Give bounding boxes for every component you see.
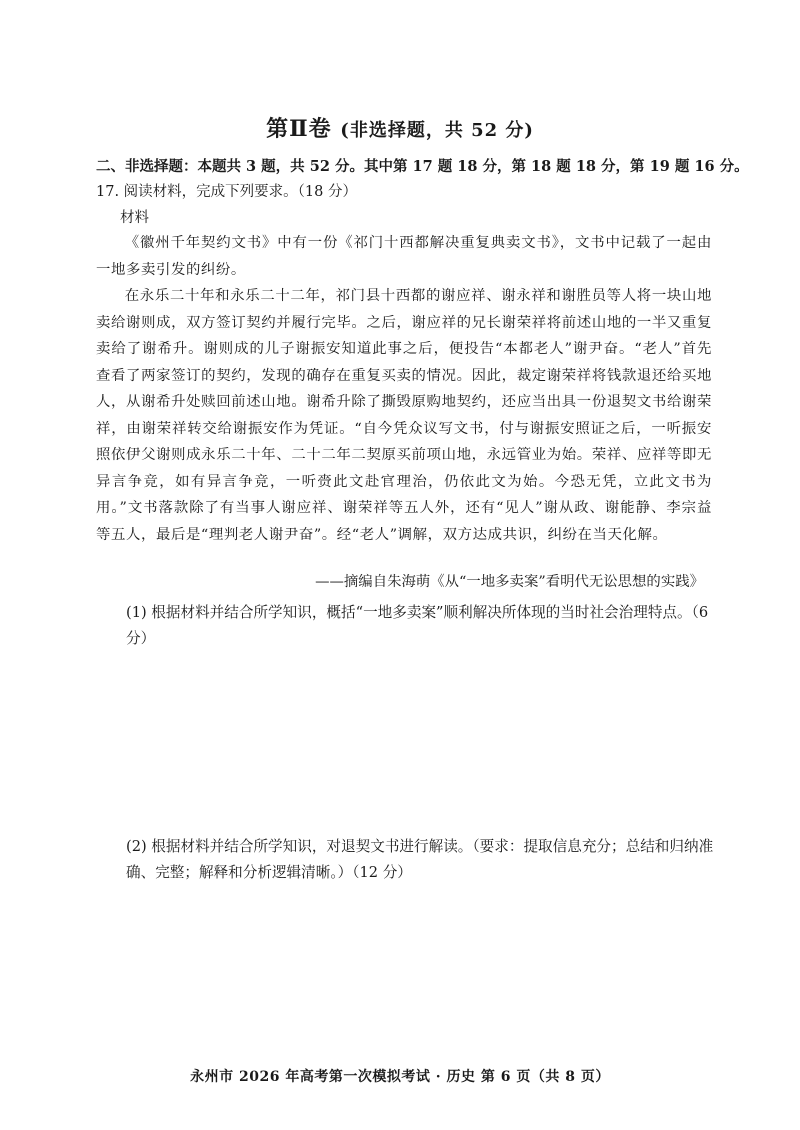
section-title-sub: (非选择题，共 52 分) xyxy=(340,120,534,141)
material-paragraph: 在永乐二十年和永乐二十二年，祁门县十西都的谢应祥、谢永祥和谢胜员等人将一块山地卖给谢则成，双方签订契约并履行完毕。之后，谢应祥的兄长谢荣祥将前述山地的一半又重复卖给了谢希升。谢则成的儿子谢振安知道此事之后，便投告“本都老人”谢尹奋。“老人”首先查看了两家签订的契约，发现的确存在重复买卖的情况。因此，裁定谢荣祥将钱款退还给买地人，从谢希升处赎回前述山地。谢希升除了撕毁原购地契约，还应当出具一份退契文书给谢荣祥，由谢荣祥转交给谢振安作为凭证。“自今凭众议写文书，付与谢振安照证之后，一听振安照依伊父谢则成永乐二十年、二十二年二契原买前项山地，永远管业为始。荣祥、应祥等即无异言争竞，如有异言争竞，一听赍此文赴官理治，仍依此文为始。今恐无凭，立此文书为用。”文书落款除了有当事人谢应祥、谢荣祥等五人外，还有“见人”谢从政、谢能静、李宗益等五人，最后是“理判老人谢尹奋”。经“老人”调解，双方达成共识，纠纷在当天化解。 xyxy=(96,288,712,543)
question-17-prompt: 17. 阅读材料，完成下列要求。（18 分） xyxy=(96,184,357,200)
material-passage xyxy=(96,230,712,548)
material-label: 材料 xyxy=(120,210,149,226)
material-paragraph: 《徽州千年契约文书》中有一份《祁门十西都解决重复典卖文书》，文书中记载了一起由一地多卖引发的纠纷。 xyxy=(96,235,712,278)
page-footer: 永州市 2026 年高考第一次模拟考试 · 历史 第 6 页（共 8 页） xyxy=(190,1069,610,1085)
sub-question-1: (1) 根据材料并结合所学知识，概括“一地多卖案”顺利解决所体现的当时社会治理特点。（6 分） xyxy=(126,604,709,647)
sub-question-2: (2) 根据材料并结合所学知识，对退契文书进行解读。（要求：提取信息充分；总结和归纳准确、完整；解释和分析逻辑清晰。）（12 分） xyxy=(126,838,714,881)
section-title xyxy=(0,112,800,143)
section-title-main: 第Ⅱ卷 xyxy=(266,116,332,142)
section-heading: 二、非选择题：本题共 3 题，共 52 分。其中第 17 题 18 分，第 18 题 18 分，第 19 题 16 分。 xyxy=(96,158,749,175)
material-source: ——摘编自朱海萌《从“一地多卖案”看明代无讼思想的实践》 xyxy=(315,574,704,590)
